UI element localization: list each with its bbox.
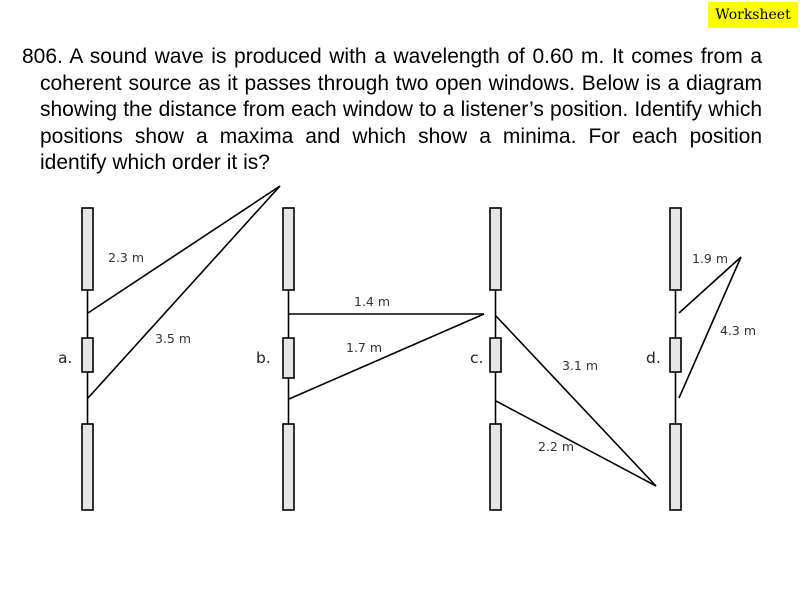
label-b-upper-distance: 1.4 m: [354, 294, 391, 309]
wall-d-middle-segment: [670, 338, 681, 372]
path-b-lower: [289, 314, 484, 399]
position-label-c: c.: [470, 349, 484, 367]
wall-a: [82, 186, 280, 510]
wall-a-top-segment: [82, 208, 93, 290]
wall-a-bottom-segment: [82, 424, 93, 510]
worksheet-badge: Worksheet: [708, 2, 798, 28]
label-d-lower-distance: 4.3 m: [720, 323, 757, 338]
path-a-lower: [88, 186, 280, 398]
wall-c-middle-segment: [490, 338, 501, 372]
wall-b-middle-segment: [283, 338, 294, 378]
position-label-d: d.: [646, 349, 661, 367]
question-text: 806. A sound wave is produced with a wavelength of 0.60 m. It comes from a coherent source as it passes through two open windows. Below is a diagram showing the distance from each window to a listener’s position. Identify which positions show a maxima and which show a minima. For each position identify which order it is?: [22, 45, 762, 174]
position-label-a: a.: [58, 349, 73, 367]
wall-b-bottom-segment: [283, 424, 294, 510]
label-c-upper-distance: 3.1 m: [562, 358, 599, 373]
label-c-lower-distance: 2.2 m: [538, 439, 575, 454]
wall-c-top-segment: [490, 208, 501, 290]
label-a-upper-distance: 2.3 m: [108, 250, 145, 265]
label-b-lower-distance: 1.7 m: [346, 340, 383, 355]
wall-d-bottom-segment: [670, 424, 681, 510]
label-d-upper-distance: 1.9 m: [692, 251, 729, 266]
wall-c-bottom-segment: [490, 424, 501, 510]
wall-a-middle-segment: [82, 338, 93, 372]
position-label-b: b.: [256, 349, 271, 367]
path-c-upper: [496, 316, 656, 486]
path-c-lower: [496, 401, 656, 486]
wall-d-top-segment: [670, 208, 681, 290]
wall-b-top-segment: [283, 208, 294, 290]
wall-b: [283, 208, 484, 510]
label-a-lower-distance: 3.5 m: [155, 331, 192, 346]
